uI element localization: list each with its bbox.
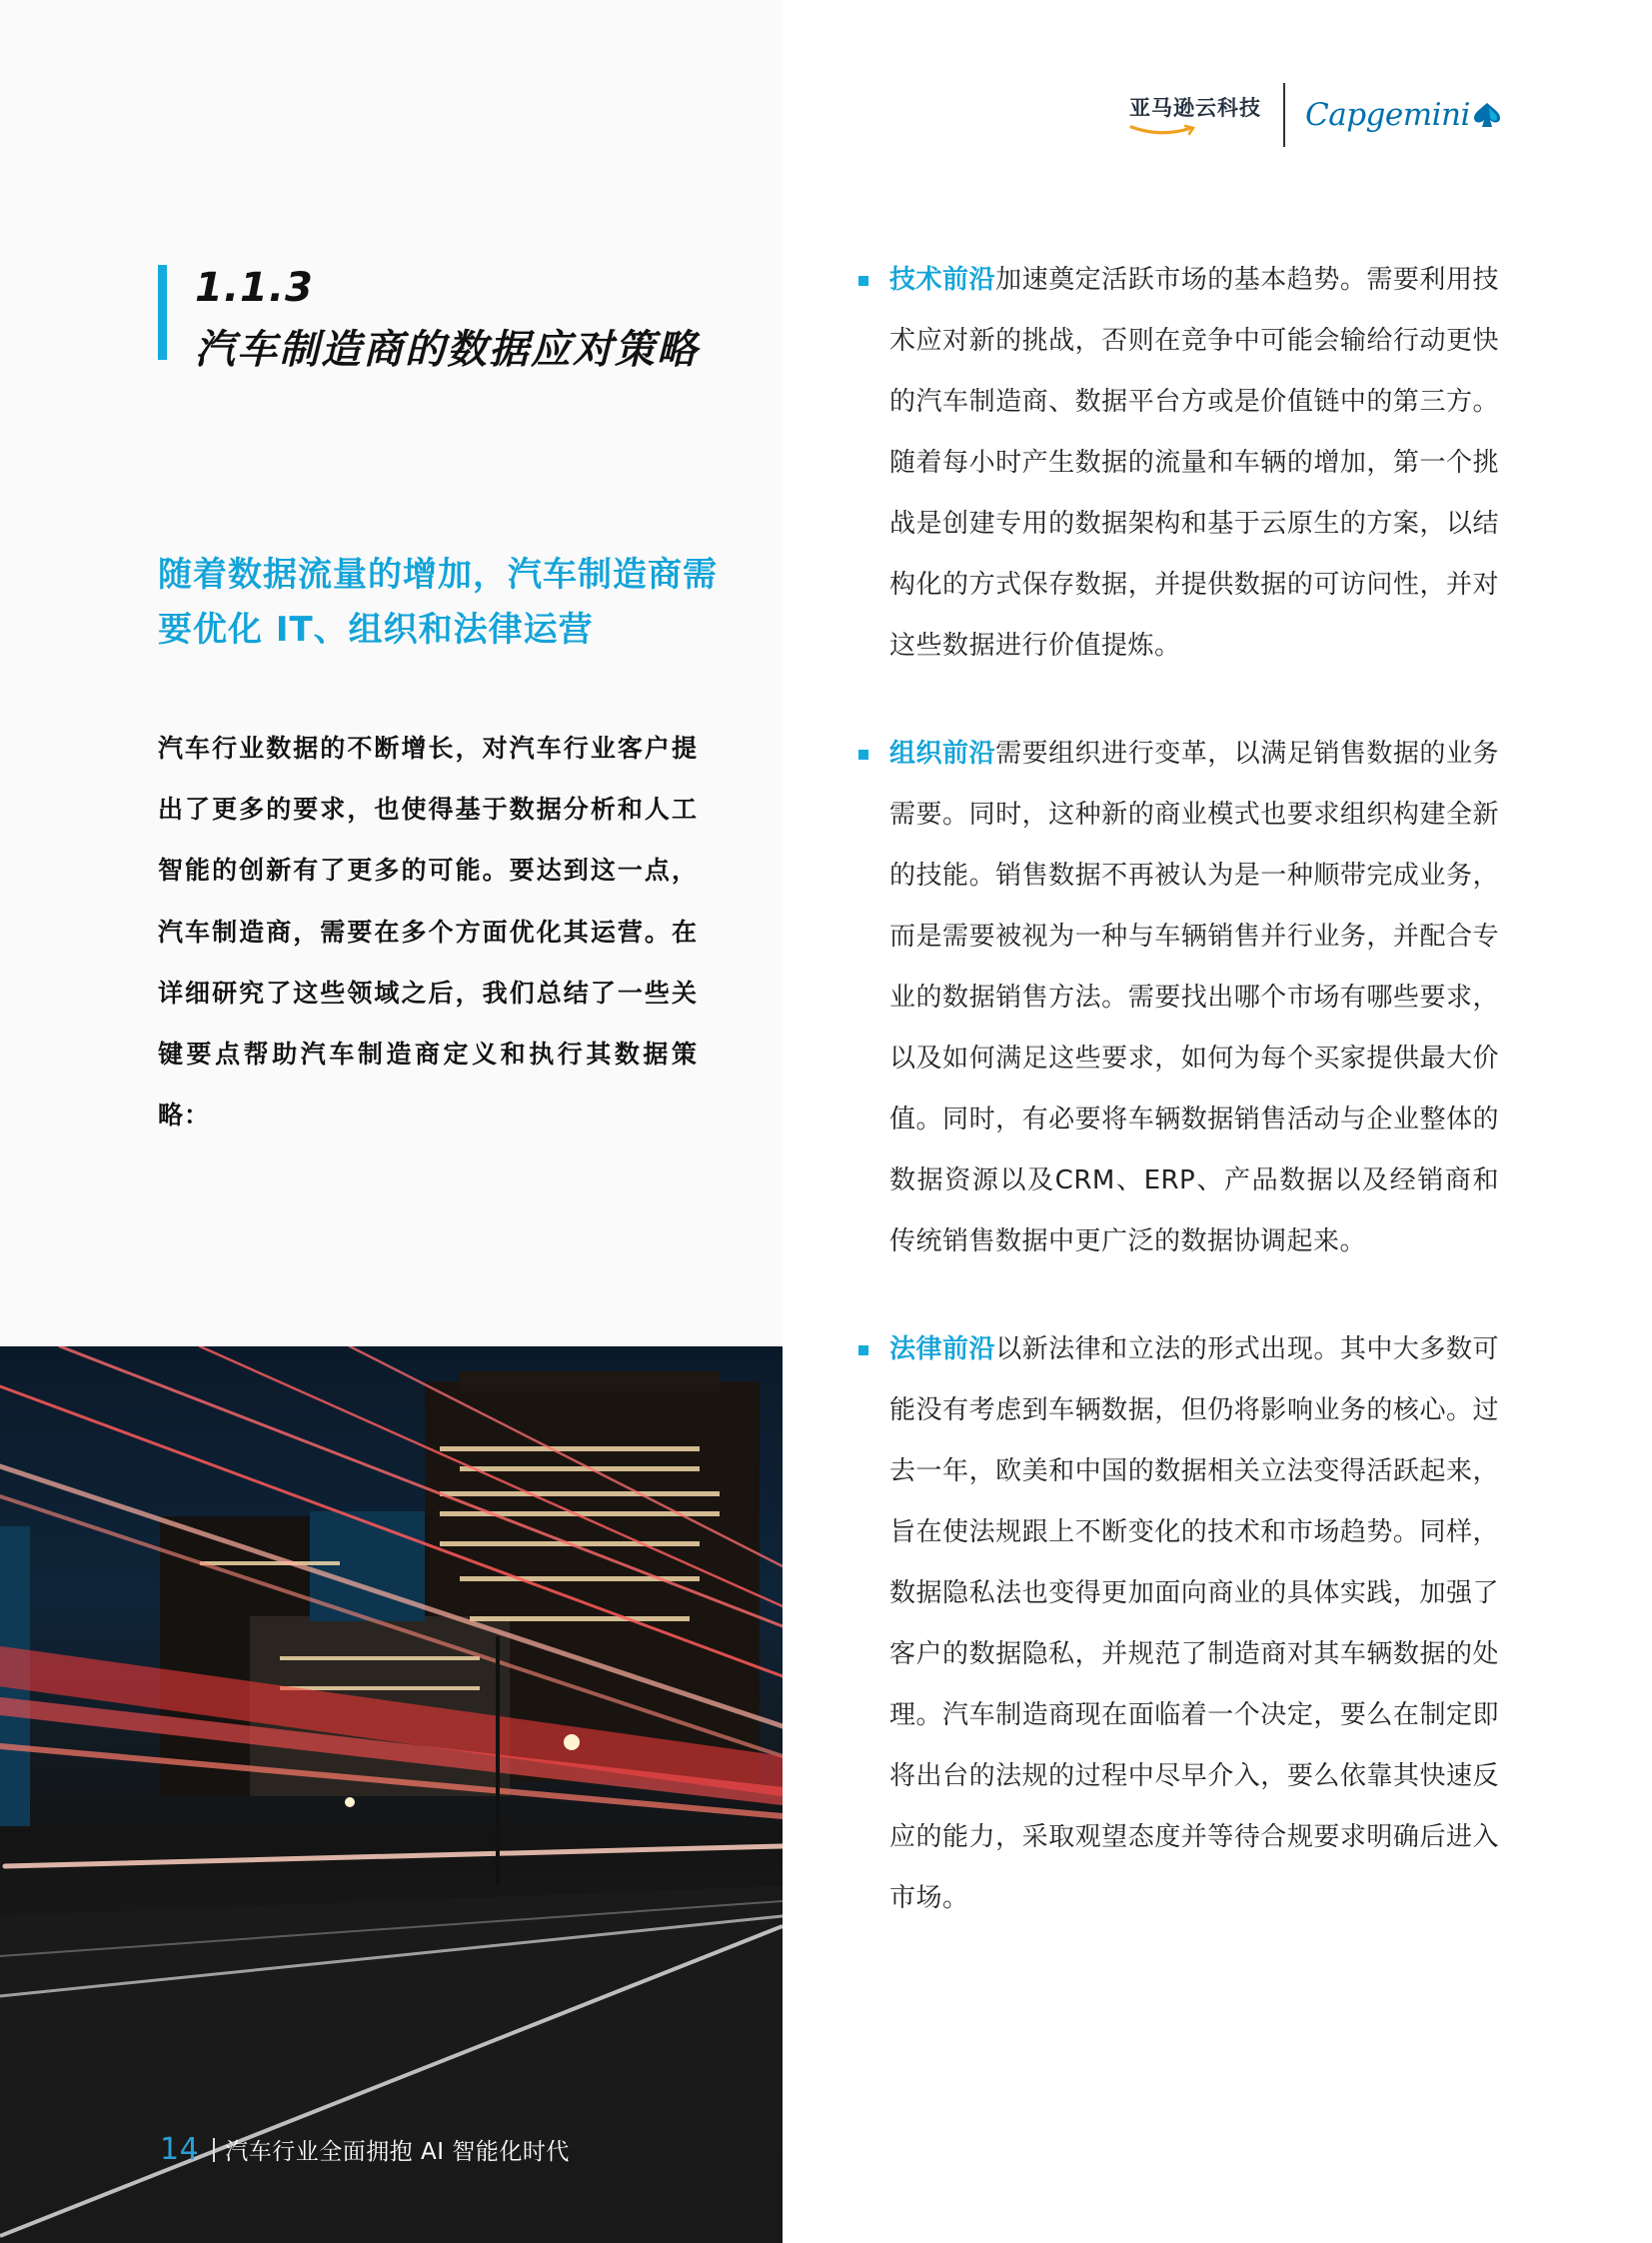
section-title: 汽车制造商的数据应对策略: [195, 327, 699, 373]
section-subtitle: 随着数据流量的增加，汽车制造商需要优化 IT、组织和法律运营: [158, 555, 718, 650]
bullet-item-organization: [857, 724, 1499, 1272]
aws-logo-text: 亚马逊云科技: [1129, 96, 1261, 120]
section-accent-bar: [158, 265, 167, 360]
page-number: 14: [160, 2132, 200, 2167]
aws-logo: [1129, 92, 1261, 138]
capgemini-logo-text: Capgemini: [1305, 97, 1470, 133]
spade-icon: [1473, 102, 1501, 128]
capgemini-logo: [1305, 97, 1501, 133]
logo-divider: [1283, 83, 1285, 147]
square-bullet-icon: [858, 750, 868, 760]
bullet-text: 需要组织进行变革，以满足销售数据的业务需要。同时，这种新的商业模式也要求组织构建全新的技能。销售数据不再被认为是一种顺带完成业务，而是需要被视为一种与车辆销售并行业务，并配合专业的数据销售方法。需要找出哪个市场有哪些要求，以及如何满足这些要求，如何为每个买家提供最大价值。同时，有必要将车辆数据销售活动与企业整体的数据资源以及CRM、ERP、产品数据以及经销商和传统销售数据中更广泛的数据协调起来。: [889, 739, 1499, 1256]
amazon-smile-icon: [1129, 124, 1199, 138]
header-logos: [1129, 80, 1501, 150]
bullet-item-technology: [857, 250, 1499, 677]
photo-illustration: [0, 1346, 783, 2243]
section-number: 1.1.3: [195, 265, 314, 311]
footer-separator: [213, 2138, 215, 2162]
bullet-text: 以新法律和立法的形式出现。其中大多数可能没有考虑到车辆数据，但仍将影响业务的核心。过去一年，欧美和中国的数据相关立法变得活跃起来，旨在使法规跟上不断变化的技术和市场趋势。同样，数据隐私法也变得更加面向商业的具体实践，加强了客户的数据隐私，并规范了制造商对其车辆数据的处理。汽车制造商现在面临着一个决定，要么在制定即将出台的法规的过程中尽早介入，要么依靠其快速反应的能力，采取观望态度并等待合规要求明确后进入市场。: [889, 1334, 1499, 1913]
bullet-lead: 法律前沿: [889, 1334, 996, 1364]
bullet-list: [857, 250, 1499, 1929]
intro-paragraph: 汽车行业数据的不断增长，对汽车行业客户提出了更多的要求，也使得基于数据分析和人工智能的创新有了更多的可能。要达到这一点，汽车制造商，需要在多个方面优化其运营。在详细研究了这些领域之后，我们总结了一些关键要点帮助汽车制造商定义和执行其数据策略：: [158, 734, 698, 1130]
square-bullet-icon: [858, 1345, 868, 1355]
bullet-text: 加速奠定活跃市场的基本趋势。需要利用技术应对新的挑战，否则在竞争中可能会输给行动更快的汽车制造商、数据平台方或是价值链中的第三方。随着每小时产生数据的流量和车辆的增加，第一个挑战是创建专用的数据架构和基于云原生的方案，以结构化的方式保存数据，并提供数据的可访问性，并对这些数据进行价值提炼。: [889, 265, 1499, 661]
footer-doc-title: 汽车行业全面拥抱 AI 智能化时代: [225, 2139, 570, 2165]
page-footer: [160, 2132, 570, 2167]
bullet-lead: 组织前沿: [889, 739, 996, 769]
bullet-lead: 技术前沿: [889, 265, 996, 295]
square-bullet-icon: [858, 276, 868, 286]
bullet-item-legal: [857, 1319, 1499, 1929]
city-light-trails-photo: [0, 1346, 783, 2243]
